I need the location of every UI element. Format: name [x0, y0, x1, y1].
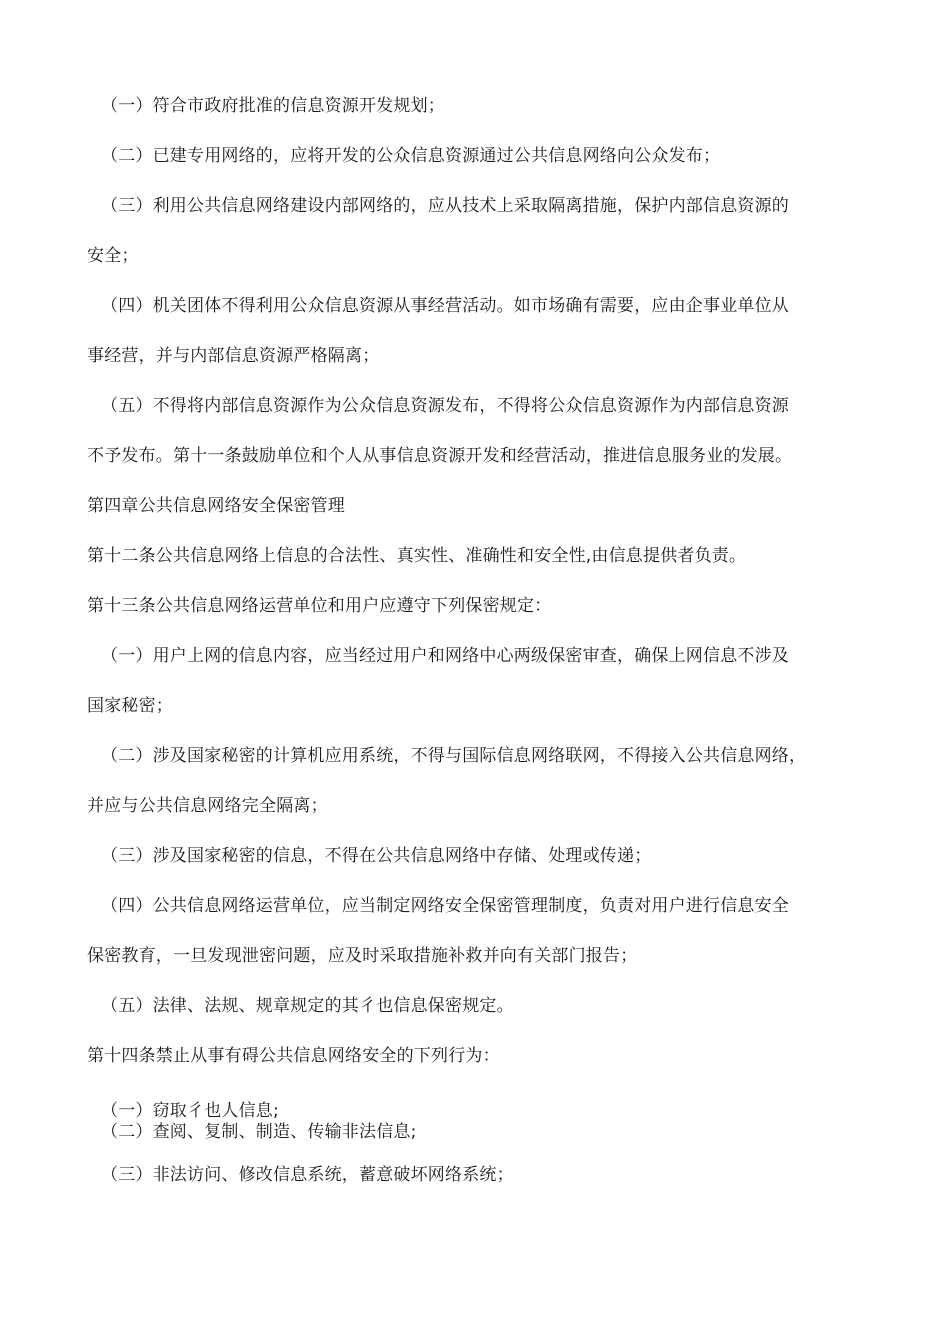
- article-line: 第十四条禁止从事有碍公共信息网络安全的下列行为：: [87, 1046, 500, 1066]
- paragraph-line: （五）法律、法规、规章规定的其彳也信息保密规定。: [101, 996, 514, 1016]
- paragraph-line: （三）涉及国家秘密的信息，不得在公共信息网络中存储、处理或传递；: [101, 846, 652, 866]
- chapter-heading: 第四章公共信息网络安全保密管理: [87, 496, 345, 516]
- paragraph-line: （四）公共信息网络运营单位，应当制定网络安全保密管理制度，负责对用户进行信息安全: [101, 896, 789, 916]
- paragraph-line: （五）不得将内部信息资源作为公众信息资源发布，不得将公众信息资源作为内部信息资源: [101, 396, 789, 416]
- paragraph-line: （三）非法访问、修改信息系统，蓄意破坏网络系统；: [101, 1165, 514, 1185]
- paragraph-line: 保密教育，一旦发现泄密问题，应及时采取措施补救并向有关部门报告；: [87, 946, 638, 966]
- paragraph-line: 事经营，并与内部信息资源严格隔离；: [87, 346, 380, 366]
- paragraph-line: （一）用户上网的信息内容，应当经过用户和网络中心两级保密审查，确保上网信息不涉及: [101, 646, 789, 666]
- paragraph-line: （三）利用公共信息网络建设内部网络的，应从技术上采取隔离措施，保护内部信息资源的: [101, 196, 789, 216]
- paragraph-line: 不予发布。第十一条鼓励单位和个人从事信息资源开发和经营活动，推进信息服务业的发展。: [87, 446, 793, 466]
- paragraph-line: （二）已建专用网络的，应将开发的公众信息资源通过公共信息网络向公众发布；: [101, 146, 721, 166]
- paragraph-line: （二）查阅、复制、制造、传输非法信息;: [101, 1122, 417, 1142]
- paragraph-line: （一）窃取彳也人信息;: [101, 1101, 279, 1121]
- paragraph-line: （一）符合市政府批准的信息资源开发规划；: [101, 96, 445, 116]
- article-line: 第十三条公共信息网络运营单位和用户应遵守下列保密规定：: [87, 596, 552, 616]
- paragraph-line: （二）涉及国家秘密的计算机应用系统，不得与国际信息网络联网，不得接入公共信息网络，: [101, 746, 807, 766]
- paragraph-line: 并应与公共信息网络完全隔离；: [87, 796, 328, 816]
- paragraph-line: 国家秘密；: [87, 696, 173, 716]
- article-line: 第十二条公共信息网络上信息的合法性、真实性、准确性和安全性,由信息提供者负责。: [87, 546, 747, 566]
- paragraph-line: 安全；: [87, 246, 139, 266]
- paragraph-line: （四）机关团体不得利用公众信息资源从事经营活动。如市场确有需要，应由企事业单位从: [101, 296, 789, 316]
